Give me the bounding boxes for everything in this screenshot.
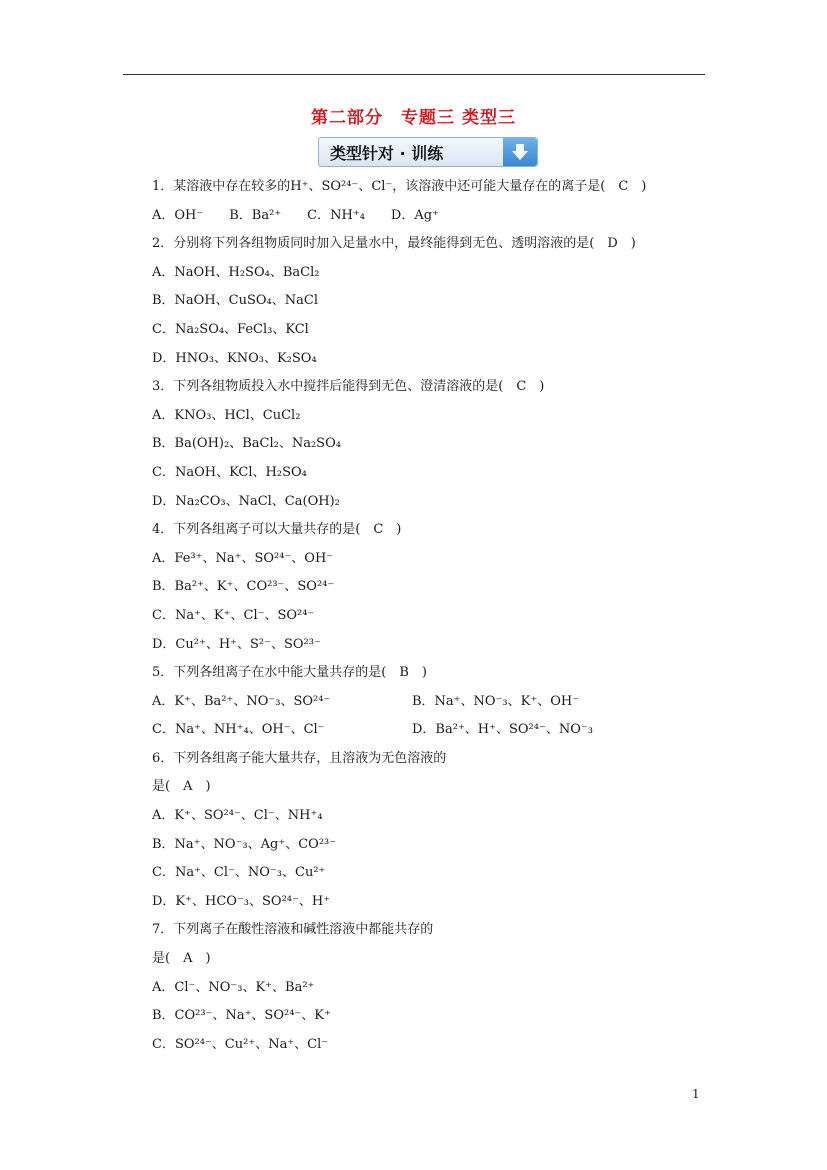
text-line: 5．下列各组离子在水中能大量共存的是( B ) — [152, 665, 427, 681]
text-line: D．K⁺、HCO⁻₃、SO²⁴⁻、H⁺ — [152, 893, 331, 909]
text-line: B．Na⁺、NO⁻₃、Ag⁺、CO²³⁻ — [152, 836, 337, 852]
text-line: 是( A ) — [152, 779, 211, 795]
text-line: 2．分别将下列各组物质同时加入足量水中，最终能得到无色、透明溶液的是( D ) — [152, 236, 636, 252]
page-number: 1 — [692, 1087, 700, 1101]
download-arrow-icon — [503, 138, 537, 166]
section-banner — [318, 137, 538, 167]
header-rule — [123, 74, 705, 75]
text-line: D．Na₂CO₃、NaCl、Ca(OH)₂ — [152, 493, 340, 509]
text-line: A．K⁺、SO²⁴⁻、Cl⁻、NH⁺₄ — [152, 808, 323, 824]
text-line: C．SO²⁴⁻、Cu²⁺、Na⁺、Cl⁻ — [152, 1036, 329, 1052]
page-title: 第二部分 专题三 类型三 — [311, 108, 516, 128]
text-line: B．Ba(OH)₂、BaCl₂、Na₂SO₄ — [152, 436, 341, 452]
text-line: D．Cu²⁺、H⁺、S²⁻、SO²³⁻ — [152, 636, 321, 652]
option-d: D．Ba²⁺、H⁺、SO²⁴⁻、NO⁻₃ — [412, 722, 593, 738]
text-line: A．Cl⁻、NO⁻₃、K⁺、Ba²⁺ — [152, 979, 315, 995]
option-b: B．Na⁺、NO⁻₃、K⁺、OH⁻ — [412, 693, 580, 709]
option-row — [152, 719, 712, 748]
text-line: 4．下列各组离子可以大量共存的是( C ) — [152, 522, 402, 538]
text-line: D．HNO₃、KNO₃、K₂SO₄ — [152, 350, 317, 366]
text-line: A．KNO₃、HCl、CuCl₂ — [152, 407, 301, 423]
text-line: A．OH⁻ B．Ba²⁺ C．NH⁺₄ D．Ag⁺ — [152, 207, 439, 223]
text-line: B．Ba²⁺、K⁺、CO²³⁻、SO²⁴⁻ — [152, 579, 335, 595]
text-line: 1．某溶液中存在较多的H⁺、SO²⁴⁻、Cl⁻，该溶液中还可能大量存在的离子是( C ) — [152, 179, 647, 194]
text-line: C．Na⁺、K⁺、Cl⁻、SO²⁴⁻ — [152, 607, 315, 623]
option-row — [152, 691, 712, 720]
text-line: 是( A ) — [152, 951, 211, 967]
text-line: B．CO²³⁻、Na⁺、SO²⁴⁻、K⁺ — [152, 1008, 331, 1024]
option-c: C．Na⁺、NH⁺₄、OH⁻、Cl⁻ — [152, 722, 325, 738]
text-line: A．NaOH、H₂SO₄、BaCl₂ — [152, 264, 320, 280]
text-line: C．NaOH、KCl、H₂SO₄ — [152, 464, 307, 480]
text-line: 7．下列离子在酸性溶液和碱性溶液中都能共存的 — [152, 922, 434, 938]
text-line: 3．下列各组物质投入水中搅拌后能得到无色、澄清溶液的是( C ) — [152, 379, 545, 395]
text-line: A．Fe³⁺、Na⁺、SO²⁴⁻、OH⁻ — [152, 550, 334, 566]
text-line: B．NaOH、CuSO₄、NaCl — [152, 293, 318, 309]
text-line: 6．下列各组离子能大量共存，且溶液为无色溶液的 — [152, 750, 447, 766]
text-line: C．Na⁺、Cl⁻、NO⁻₃、Cu²⁺ — [152, 865, 326, 881]
question-list — [152, 176, 712, 1062]
banner-label: 类型针对 · 训练 — [330, 144, 444, 163]
text-line: C．Na₂SO₄、FeCl₃、KCl — [152, 321, 309, 337]
option-a: A．K⁺、Ba²⁺、NO⁻₃、SO²⁴⁻ — [152, 693, 331, 709]
